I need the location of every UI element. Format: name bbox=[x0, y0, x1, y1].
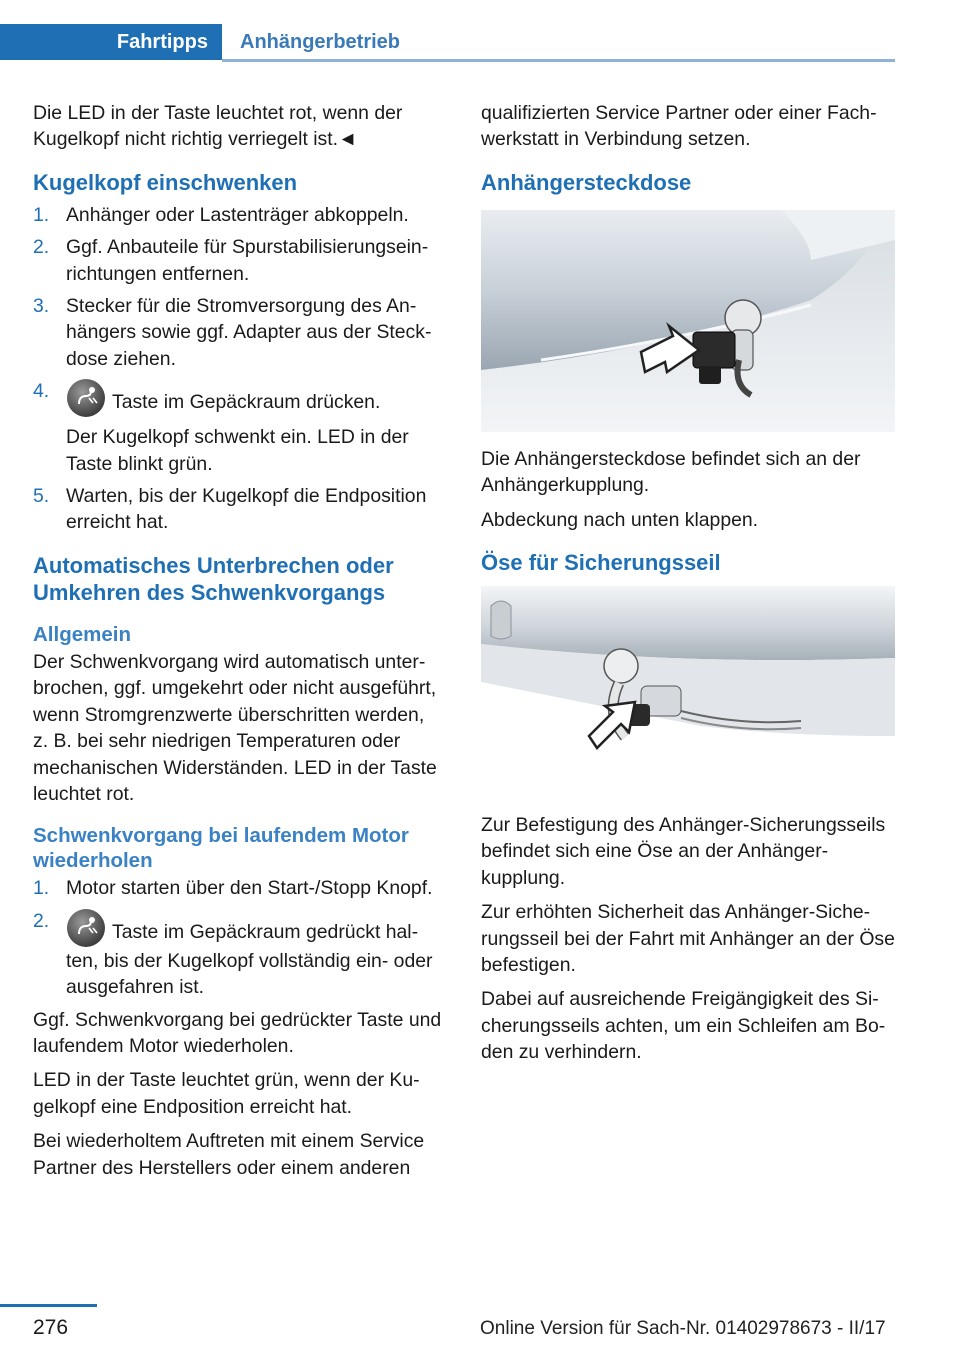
text-oese-befestigung: Zur Befestigung des Anhänger-Sicherungsseils befindet sich eine Öse an der Anhängerkupplung. bbox=[481, 814, 886, 889]
list-item: 2. Ggf. Anbauteile für Spurstabilisierungseinrichtungen entfernen. bbox=[33, 236, 429, 285]
right-column bbox=[481, 100, 895, 1074]
text-steckdose-position: Die Anhängersteckdose befindet sich an der Anhängerkupplung. bbox=[481, 447, 861, 497]
figure-eyelet bbox=[481, 586, 895, 772]
intro-text: Die LED in der Taste leuchtet rot, wenn der Kugelkopf nicht richtig verriegelt ist.◄ bbox=[33, 102, 403, 151]
tow-hitch-button-icon bbox=[66, 908, 106, 948]
left-column bbox=[33, 100, 443, 1189]
text-abdeckung: Abdeckung nach unten klappen. bbox=[481, 508, 759, 531]
tow-hitch-button-icon bbox=[66, 378, 106, 418]
tab-anhaengerbetrieb[interactable]: Anhängerbetrieb bbox=[240, 30, 401, 53]
page-header bbox=[0, 24, 895, 62]
heading-anhaengersteckdose: Anhängersteckdose bbox=[481, 169, 692, 195]
heading-wiederholen: Schwenkvorgang bei laufendem Motor wiederholen bbox=[33, 824, 409, 873]
step-note: Der Kugelkopf schwenkt ein. LED in der Taste blinkt grün. bbox=[66, 426, 409, 475]
footer-divider bbox=[0, 1304, 97, 1307]
steps-einschwenken bbox=[33, 202, 443, 536]
heading-allgemein: Allgemein bbox=[33, 622, 131, 646]
heading-kugelkopf-einschwenken: Kugelkopf einschwenken bbox=[33, 169, 298, 195]
list-item: 1. Anhänger oder Lastenträger abkoppeln. bbox=[33, 203, 409, 226]
heading-automatisch: Automatisches Unterbrechen oder Umkehren des Schwenkvorgangs bbox=[33, 552, 394, 605]
header-divider bbox=[222, 59, 895, 62]
list-item: 3. Stecker für die Stromversorgung des Anhängers sowie ggf. Adapter aus der Steckdose ziehen. bbox=[33, 295, 432, 370]
online-version-note: Online Version für Sach-Nr. 01402978673 - II/17 bbox=[480, 1318, 886, 1339]
text-oese-sicherheit: Zur erhöhten Sicherheit das Anhänger-Sicherungsseil bei der Fahrt mit Anhänger an der Öse befestigen. bbox=[481, 901, 895, 977]
text-led-green: LED in der Taste leuchtet grün, wenn der Kugelkopf eine Endposition erreicht hat. bbox=[33, 1069, 420, 1118]
list-item: 5. Warten, bis der Kugelkopf die Endposition erreicht hat. bbox=[33, 485, 427, 534]
heading-oese: Öse für Sicherungsseil bbox=[481, 550, 721, 576]
list-item: 1. Motor starten über den Start-/Stopp Knopf. bbox=[33, 877, 433, 900]
list-item: 4. Taste im Gepäckraum drücken. Der Kugelkopf schwenkt ein. LED in der Taste blinkt grün. bbox=[33, 378, 443, 477]
text-service: Bei wiederholtem Auftreten mit einem Service Partner des Herstellers oder einem anderen bbox=[33, 1130, 425, 1179]
text-continued: qualifizierten Service Partner oder einer Fachwerkstatt in Verbindung setzen. bbox=[481, 102, 877, 151]
list-item: 2. Taste im Gepäckraum gedrückt halten, bis der Kugelkopf vollständig ein- oder ausgefahren ist. bbox=[33, 909, 433, 999]
steps-wiederholen bbox=[33, 875, 443, 1000]
figure-socket bbox=[481, 210, 895, 432]
text-oese-freigang: Dabei auf ausreichende Freigängigkeit des Sicherungsseils achten, um ein Schleifen am Boden zu verhindern. bbox=[481, 988, 886, 1064]
tab-fahrtipps[interactable]: Fahrtipps bbox=[0, 24, 222, 60]
text-allgemein: Der Schwenkvorgang wird automatisch unterbrochen, ggf. umgekehrt oder nicht ausgeführt, wenn Stromgrenzwerte überschritten werden, z. B. bei sehr niedrigen Temperaturen oder mechanischen Widerständen. LED in der Taste leuchtet rot. bbox=[33, 650, 437, 805]
page-number: 276 bbox=[33, 1316, 69, 1339]
text-repeat: Ggf. Schwenkvorgang bei gedrückter Taste und laufendem Motor wiederholen. bbox=[33, 1008, 442, 1057]
